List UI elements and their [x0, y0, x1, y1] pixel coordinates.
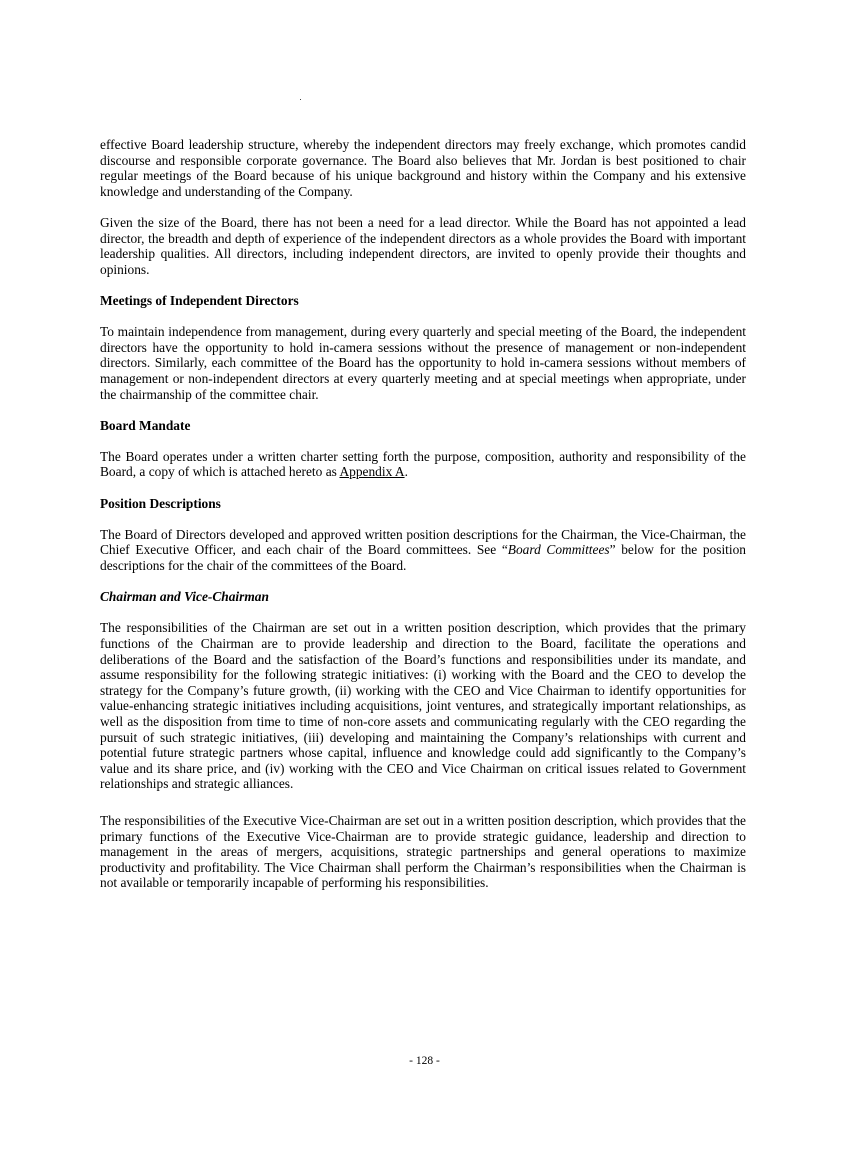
page-number: - 128 -: [409, 1055, 440, 1067]
heading-meetings-of-independent-directors: Meetings of Independent Directors: [100, 292, 299, 308]
paragraph-in-camera-sessions: To maintain independence from management, during every quarterly and special meeting of the Board, the independent directors have the opportunity to hold in-camera sessions without the presence of management or non-independent directors. Similarly, each committee of the Board has the opportunity to hold in-camera sessions without members of management or non-independent directors at every quarterly meeting and at special meetings when appropriate, under the chairmanship of the committee chair.: [100, 324, 746, 402]
paragraph-vice-chairman-responsibilities: The responsibilities of the Executive Vice-Chairman are set out in a written position description, which provides that the primary functions of the Executive Vice-Chairman are to provide strategic guidance, leadership and direction to management in the areas of mergers, acquisitions, strategic partnerships and general operations to maximize productivity and profitability. The Vice Chairman shall perform the Chairman’s responsibilities when the Chairman is not available or temporarily incapable of performing his responsibilities.: [100, 812, 746, 891]
charter-text: The Board operates under a written charter setting forth the purpose, composition, authority and responsibility of the Board, a copy of which is attached hereto as: [100, 448, 746, 480]
document-body: [100, 137, 746, 891]
paragraph-board-charter: [100, 449, 746, 480]
charter-text-end: .: [404, 464, 408, 480]
paragraph-position-descriptions: [100, 527, 746, 574]
heading-board-mandate: Board Mandate: [100, 417, 191, 433]
heading-position-descriptions: Position Descriptions: [100, 495, 221, 511]
appendix-a-link[interactable]: Appendix A: [339, 464, 405, 480]
paragraph-board-leadership: effective Board leadership structure, whereby the independent directors may freely exchange, which promotes candid discourse and responsible corporate governance. The Board also believes that Mr. Jordan is best positioned to chair regular meetings of the Board because of his unique background and history within the Company and his extensive knowledge and understanding of the Company.: [100, 137, 746, 199]
position-text: The Board of Directors developed and approved written position descriptions for the Chairman, the Vice-Chairman, the Chief Executive Officer, and each chair of the Board committees. See “: [100, 526, 746, 558]
heading-chairman-and-vice-chairman: Chairman and Vice-Chairman: [100, 589, 269, 605]
paragraph-lead-director: Given the size of the Board, there has not been a need for a lead director. While the Board has not appointed a lead director, the breadth and depth of experience of the independent directors as a whole provides the Board with important leadership qualities. All directors, including independent directors, are invited to openly provide their thoughts and opinions.: [100, 214, 746, 277]
stray-mark: [300, 99, 301, 100]
board-committees-reference: Board Committees: [507, 542, 610, 558]
paragraph-chairman-responsibilities: The responsibilities of the Chairman are set out in a written position description, which provides that the primary functions of the Chairman are to provide leadership and direction to the Board, facilitate the operations and deliberations of the Board and the satisfaction of the Board’s functions and responsibilities under its mandate, and assume responsibility for the following strategic initiatives: (i) working with the Board and the CEO to develop the strategy for the Company’s future growth, (ii) working with the CEO and Vice Chairman to identify opportunities for value-enhancing strategic initiatives including acquisitions, joint ventures, and strategically important relationships, as well as the disposition from time to time of non-core assets and communicating regularly with the CEO regarding the pursuit of such strategic initiatives, (iii) developing and maintaining the Company’s relationships with current and potential future strategic partners whose capital, influence and knowledge could add significantly to the Company’s value and its share price, and (iv) working with the CEO and Vice Chairman on critical issues related to Government relationships and strategic alliances.: [100, 620, 746, 792]
position-text-end: ” below for the position descriptions for the chair of the committees of the Board.: [100, 542, 746, 574]
